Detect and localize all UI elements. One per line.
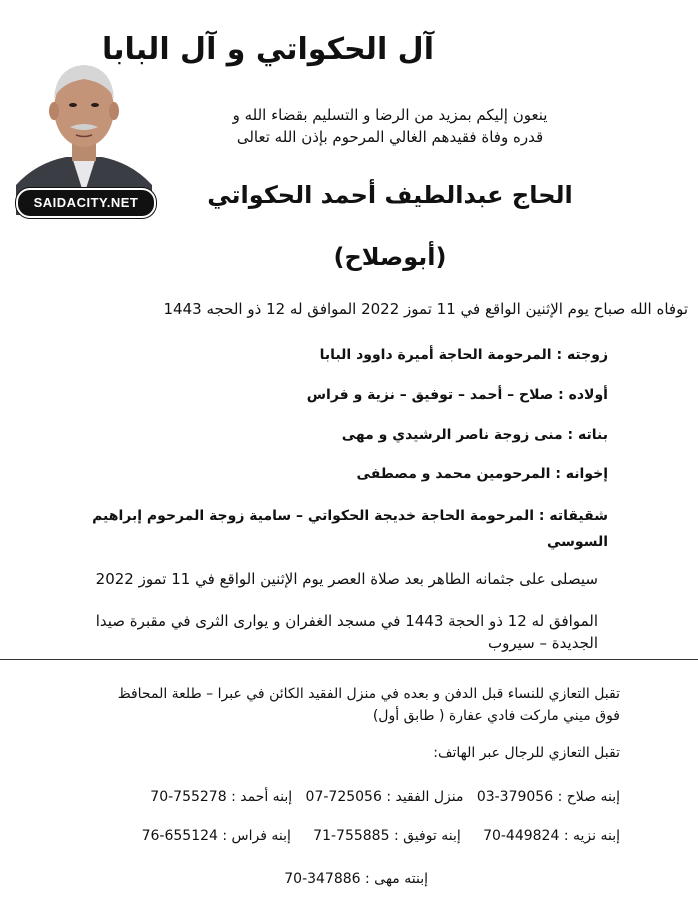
family-brothers: إخوانه : المرحومين محمد و مصطفى bbox=[356, 466, 608, 482]
phone-number-firas: 76-655124 bbox=[141, 828, 218, 844]
phone-number-salah: 03-379056 bbox=[476, 789, 554, 805]
condolences-men: تقبل التعازي للرجال عبر الهاتف: bbox=[433, 745, 620, 761]
phone-row-1 bbox=[20, 786, 620, 808]
funeral-burial bbox=[38, 610, 598, 654]
deceased-nickname: (أبوصلاح) bbox=[333, 243, 447, 271]
family-wife: زوجته : المرحومة الحاجة أميرة داوود البابا bbox=[319, 347, 608, 363]
phone-label-tawfiq: إبنه توفيق : bbox=[393, 828, 461, 844]
phone-label-maha: إبنته مهى : bbox=[365, 871, 428, 887]
phone-number-ahmad: 70-755278 bbox=[150, 789, 227, 805]
funeral-burial-line-1: الموافق له 12 ذو الحجة 1443 في مسجد الغفران و يوارى الثرى في مقبرة صيدا bbox=[95, 612, 598, 630]
phone-label-salah: إبنه صلاح : bbox=[557, 789, 620, 805]
phone-row-2 bbox=[20, 825, 620, 847]
phone-label-ahmad: إبنه أحمد : bbox=[231, 789, 293, 805]
watermark-badge: SAIDACITY.NET bbox=[16, 188, 156, 218]
phone-number-maha: 70-347886 bbox=[284, 871, 361, 887]
phone-label-home: منزل الفقيد : bbox=[386, 789, 464, 805]
intro-text bbox=[170, 104, 610, 148]
family-sisters-line-2: السوسي bbox=[546, 534, 608, 550]
funeral-burial-line-2: الجديدة – سيروب bbox=[488, 634, 598, 652]
phone-number-naziya: 70-449824 bbox=[483, 828, 560, 844]
phone-label-firas: إبنه فراس : bbox=[222, 828, 291, 844]
deceased-name: الحاج عبدالطيف أحمد الحكواتي bbox=[207, 181, 573, 209]
condolences-women bbox=[60, 683, 620, 727]
family-sisters bbox=[48, 503, 608, 555]
family-daughters: بناته : منى زوجة ناصر الرشيدي و مهى bbox=[341, 427, 608, 443]
phone-label-naziya: إبنه نزيه : bbox=[563, 828, 620, 844]
death-notice: توفاه الله صباح يوم الإثنين الواقع في 11 تموز 2022 الموافق له 12 ذو الحجه 1443 bbox=[163, 300, 688, 318]
phone-row-3 bbox=[228, 868, 428, 890]
family-title: آل الحكواتي و آل البابا bbox=[102, 32, 434, 67]
funeral-prayer: سيصلى على جثمانه الطاهر بعد صلاة العصر يوم الإثنين الواقع في 11 تموز 2022 bbox=[95, 570, 598, 588]
condolences-women-line-1: تقبل التعازي للنساء قبل الدفن و بعده في منزل الفقيد الكائن في عبرا – طلعة المحافظ bbox=[117, 686, 620, 702]
intro-line-1: ينعون إليكم بمزيد من الرضا و التسليم بقضاء الله و bbox=[232, 106, 548, 124]
family-sons: أولاده : صلاح – أحمد – توفيق – نزية و فراس bbox=[306, 387, 608, 403]
phone-number-home: 07-725056 bbox=[305, 789, 382, 805]
family-sisters-line-1: شقيقاته : المرحومة الحاجة خديجة الحكواتي – سامية زوجة المرحوم إبراهيم bbox=[92, 508, 608, 524]
condolences-women-line-2: فوق ميني ماركت فادي عفارة ( طابق أول) bbox=[372, 708, 620, 724]
section-divider bbox=[0, 659, 698, 660]
intro-line-2: قدره وفاة فقيدهم الغالي المرحوم بإذن الله تعالى bbox=[236, 128, 544, 146]
phone-number-tawfiq: 71-755885 bbox=[313, 828, 390, 844]
